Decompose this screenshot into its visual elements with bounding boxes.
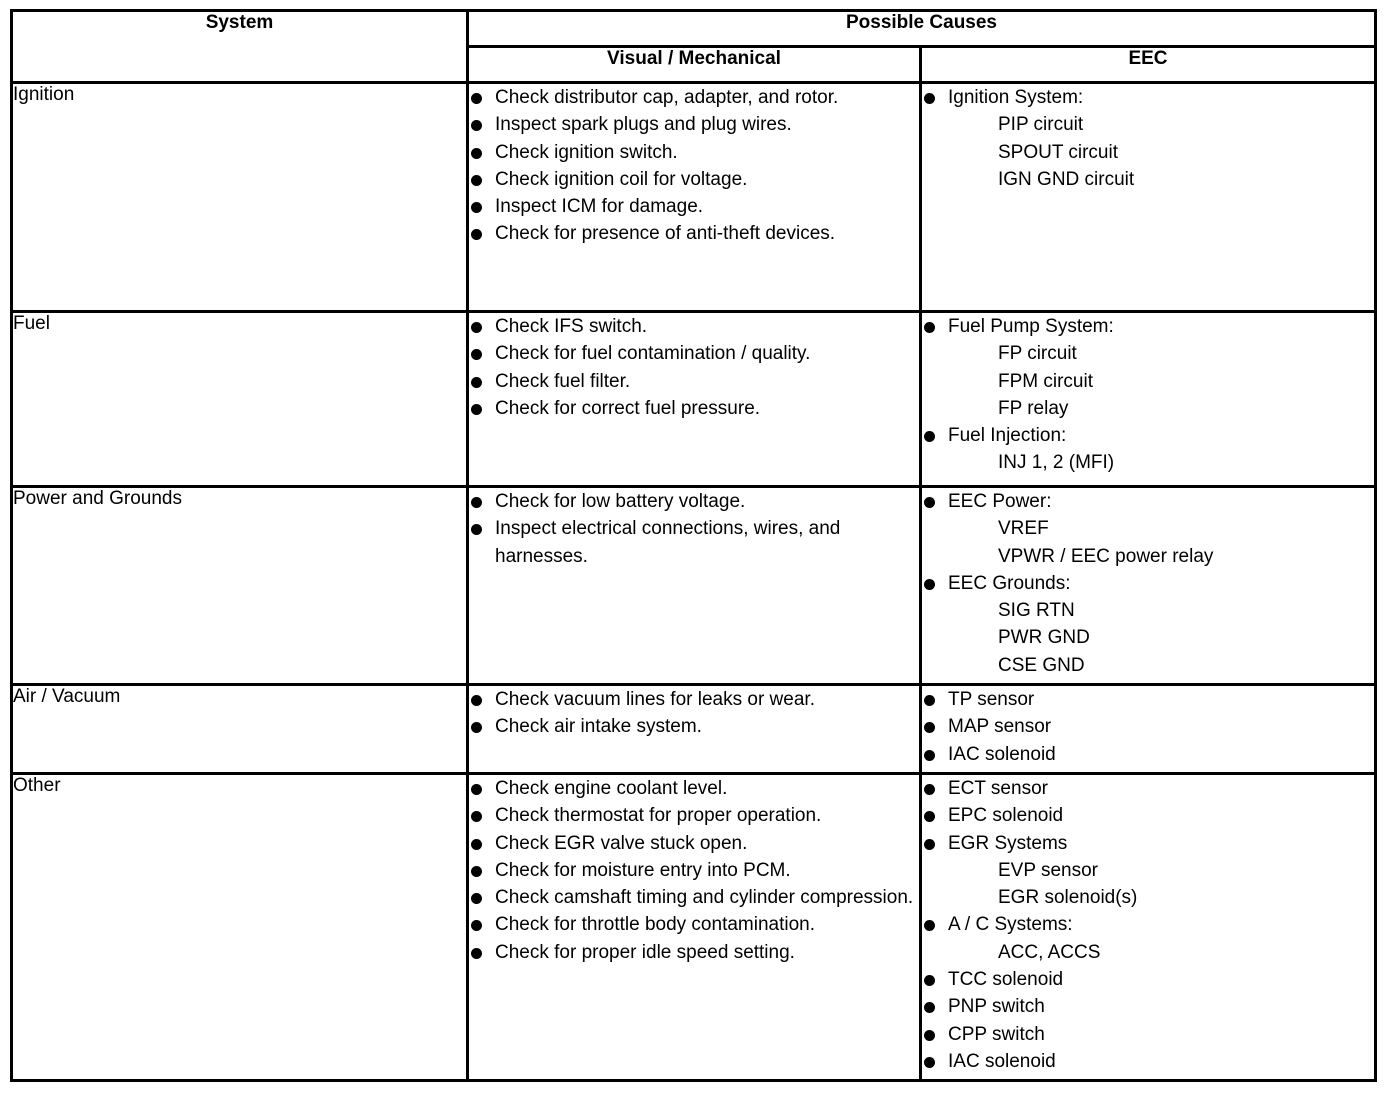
- bullet-icon: [471, 148, 482, 159]
- list-item: Check ignition coil for voltage.: [469, 166, 919, 193]
- diagnosis-table-wrapper: [10, 9, 1377, 1082]
- list-item: CPP switch: [922, 1021, 1374, 1048]
- bullet-icon: [924, 975, 935, 986]
- eec-sublist: [948, 340, 1374, 422]
- eec-cell: [921, 312, 1376, 487]
- bullet-icon: [471, 175, 482, 186]
- table-row-air-vacuum: [12, 685, 1376, 774]
- sub-item: CSE GND: [998, 654, 1085, 676]
- list-item: Check for fuel contamination / quality.: [469, 340, 919, 367]
- bullet-icon: [471, 404, 482, 415]
- sub-item: VREF: [998, 518, 1049, 540]
- eec-cell: [921, 83, 1376, 312]
- bullet-icon: [924, 1002, 935, 1013]
- bullet-icon: [924, 1030, 935, 1041]
- visual-cell: [468, 487, 921, 685]
- list-item: Check fuel filter.: [469, 368, 919, 395]
- bullet-icon: [471, 229, 482, 240]
- bullet-icon: [924, 431, 935, 442]
- bullet-icon: [924, 750, 935, 761]
- eec-cell: [921, 487, 1376, 685]
- sub-item: EVP sensor: [998, 859, 1098, 881]
- sub-item: ACC, ACCS: [998, 941, 1101, 963]
- list-item: Check EGR valve stuck open.: [469, 830, 919, 857]
- list-item: Inspect electrical connections, wires, and harnesses.: [469, 515, 919, 570]
- bullet-icon: [924, 784, 935, 795]
- visual-cell: [468, 83, 921, 312]
- list-item: Check for low battery voltage.: [469, 488, 919, 515]
- sub-item: PWR GND: [998, 627, 1090, 649]
- bullet-icon: [924, 839, 935, 850]
- list-item: EGR Systems EVP sensor EGR solenoid(s): [922, 830, 1374, 912]
- bullet-icon: [471, 893, 482, 904]
- system-column-header: System: [12, 11, 468, 83]
- eec-list: [922, 313, 1374, 477]
- list-item: PNP switch: [922, 993, 1374, 1020]
- list-item: Inspect spark plugs and plug wires.: [469, 111, 919, 138]
- eec-sublist: [948, 939, 1374, 966]
- visual-checklist: [469, 84, 919, 248]
- list-item: Ignition System: PIP circuit SPOUT circuit IGN GND circuit: [922, 84, 1374, 193]
- eec-list: [922, 84, 1374, 193]
- visual-checklist: [469, 686, 919, 741]
- sub-item: EGR solenoid(s): [998, 887, 1138, 909]
- list-item: ECT sensor: [922, 775, 1374, 802]
- table-row-power-and-grounds: [12, 487, 1376, 685]
- list-item: Check IFS switch.: [469, 313, 919, 340]
- bullet-icon: [924, 920, 935, 931]
- bullet-icon: [471, 695, 482, 706]
- bullet-icon: [471, 377, 482, 388]
- list-item: Check camshaft timing and cylinder compression.: [469, 884, 919, 911]
- list-item: Check for proper idle speed setting.: [469, 939, 919, 966]
- visual-mechanical-header: Visual / Mechanical: [468, 47, 921, 83]
- table-row-fuel: [12, 312, 1376, 487]
- eec-sublist: [948, 111, 1374, 193]
- eec-list: [922, 488, 1374, 679]
- list-item: TP sensor: [922, 686, 1374, 713]
- list-item: IAC solenoid: [922, 741, 1374, 768]
- eec-cell: [921, 774, 1376, 1081]
- list-item: Check engine coolant level.: [469, 775, 919, 802]
- bullet-icon: [471, 524, 482, 535]
- sub-item: SIG RTN: [998, 600, 1075, 622]
- eec-list: [922, 775, 1374, 1075]
- table-row-other: [12, 774, 1376, 1081]
- bullet-icon: [471, 93, 482, 104]
- system-cell: Ignition: [12, 83, 468, 312]
- visual-checklist: [469, 775, 919, 966]
- sub-item: FP circuit: [998, 343, 1077, 365]
- list-item: Check for presence of anti-theft devices.: [469, 220, 919, 247]
- bullet-icon: [471, 202, 482, 213]
- eec-sublist: [948, 597, 1374, 679]
- table-row-ignition: [12, 83, 1376, 312]
- list-item: EPC solenoid: [922, 802, 1374, 829]
- list-item: Check for correct fuel pressure.: [469, 395, 919, 422]
- list-item: Check for throttle body contamination.: [469, 911, 919, 938]
- eec-cell: [921, 685, 1376, 774]
- bullet-icon: [924, 497, 935, 508]
- possible-causes-header: Possible Causes: [468, 11, 1376, 47]
- visual-cell: [468, 312, 921, 487]
- sub-item: IGN GND circuit: [998, 168, 1135, 190]
- list-item: EEC Grounds: SIG RTN PWR GND CSE GND: [922, 570, 1374, 679]
- list-item: TCC solenoid: [922, 966, 1374, 993]
- bullet-icon: [471, 722, 482, 733]
- bullet-icon: [924, 811, 935, 822]
- bullet-icon: [471, 120, 482, 131]
- list-item: Check distributor cap, adapter, and rotor.: [469, 84, 919, 111]
- bullet-icon: [471, 866, 482, 877]
- visual-checklist: [469, 488, 919, 570]
- sub-item: PIP circuit: [998, 114, 1084, 136]
- bullet-icon: [924, 695, 935, 706]
- visual-cell: [468, 685, 921, 774]
- bullet-icon: [924, 722, 935, 733]
- bullet-icon: [471, 948, 482, 959]
- eec-sublist: [948, 515, 1374, 570]
- diagnosis-table: [10, 9, 1377, 1082]
- eec-sublist: [948, 857, 1374, 912]
- system-cell: Air / Vacuum: [12, 685, 468, 774]
- bullet-icon: [471, 839, 482, 850]
- bullet-icon: [471, 322, 482, 333]
- list-item: Fuel Injection: INJ 1, 2 (MFI): [922, 422, 1374, 477]
- sub-item: SPOUT circuit: [998, 141, 1119, 163]
- bullet-icon: [924, 579, 935, 590]
- sub-item: INJ 1, 2 (MFI): [998, 452, 1115, 474]
- eec-sublist: [948, 449, 1374, 476]
- bullet-icon: [471, 349, 482, 360]
- list-item: MAP sensor: [922, 713, 1374, 740]
- bullet-icon: [471, 497, 482, 508]
- list-item: Check air intake system.: [469, 713, 919, 740]
- eec-header: EEC: [921, 47, 1376, 83]
- bullet-icon: [924, 322, 935, 333]
- list-item: Check thermostat for proper operation.: [469, 802, 919, 829]
- system-cell: Other: [12, 774, 468, 1081]
- visual-cell: [468, 774, 921, 1081]
- sub-item: VPWR / EEC power relay: [998, 545, 1214, 567]
- system-cell: Power and Grounds: [12, 487, 468, 685]
- bullet-icon: [471, 784, 482, 795]
- list-item: Fuel Pump System: FP circuit FPM circuit FP relay: [922, 313, 1374, 422]
- sub-item: FP relay: [998, 397, 1069, 419]
- list-item: Inspect ICM for damage.: [469, 193, 919, 220]
- list-item: IAC solenoid: [922, 1048, 1374, 1075]
- list-item: Check vacuum lines for leaks or wear.: [469, 686, 919, 713]
- bullet-icon: [471, 920, 482, 931]
- system-cell: Fuel: [12, 312, 468, 487]
- bullet-icon: [924, 93, 935, 104]
- bullet-icon: [924, 1057, 935, 1068]
- list-item: EEC Power: VREF VPWR / EEC power relay: [922, 488, 1374, 570]
- eec-list: [922, 686, 1374, 768]
- list-item: Check for moisture entry into PCM.: [469, 857, 919, 884]
- list-item: Check ignition switch.: [469, 139, 919, 166]
- visual-checklist: [469, 313, 919, 422]
- sub-item: FPM circuit: [998, 370, 1093, 392]
- bullet-icon: [471, 811, 482, 822]
- list-item: A / C Systems: ACC, ACCS: [922, 911, 1374, 966]
